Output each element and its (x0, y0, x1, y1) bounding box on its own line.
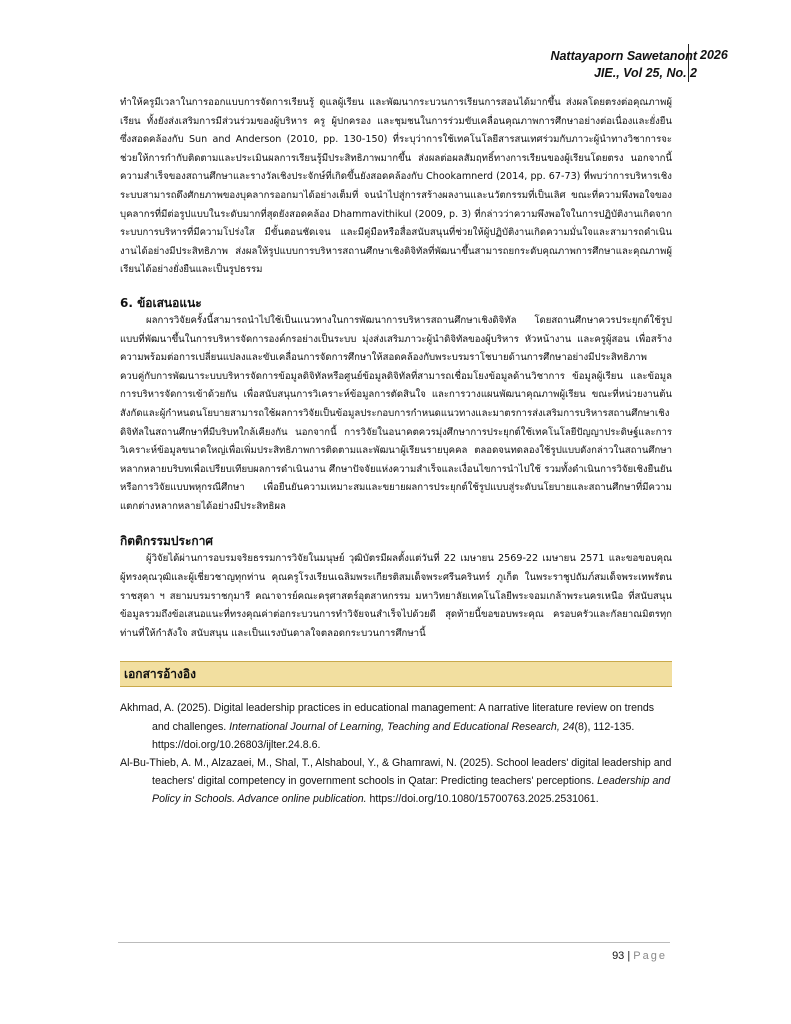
footer-divider (118, 942, 670, 943)
reference-item (120, 754, 672, 809)
reference-1-source: International Journal of Learning, Teaching and Educational Research, 24 (229, 720, 575, 733)
acknowledgment-body: ผู้วิจัยได้ผ่านการอบรมจริยธรรมการวิจัยในมนุษย์ วุฒิบัตรมีผลตั้งแต่วันที่ 22 เมษายน 2569-22 เมษายน 2571 และขอขอบคุณ ผู้ทรงคุณวุฒิและผู้เชี่ยวชาญทุกท่าน คุณครูโรงเรียนเฉลิมพระเกียรติสมเด็จพระศรีนครินทร์ ภูเก็ต ในพระราชูปถัมภ์สมเด็จพระเทพรัตนราชสุดา ฯ สยามบรมราชกุมารี คณาจารย์คณะครุศาสตร์อุตสาหกรรม มหาวิทยาลัยเทคโนโลยีพระจอมเกล้าพระนครเหนือ ที่สนับสนุนข้อมูลรวมถึงข้อเสนอแนะที่ทรงคุณค่าต่อกระบวนการทำวิจัยจนสำเร็จไปด้วยดี สุดท้ายนี้ขอขอบพระคุณ ครอบครัวและกัลยาณมิตรทุกท่านที่ให้กำลังใจ สนับสนุน และเป็นแรงบันดาลใจตลอดกระบวนการศึกษานี้ (120, 553, 672, 639)
page-footer (612, 950, 667, 962)
header-journal: JIE., Vol 25, No. 2 (593, 66, 697, 80)
page-body (120, 94, 672, 809)
footer-separator: | (627, 950, 631, 962)
reference-2-tail: https://doi.org/10.1080/15700763.2025.2531061. (366, 793, 599, 806)
reference-1-lead: Akhmad, A. (2025). Digital leadership practices in educational management: A narrative literature review on trends and challenges. (120, 702, 655, 733)
section6-body: ผลการวิจัยครั้งนี้สามารถนำไปใช้เป็นแนวทางในการพัฒนาการบริหารสถานศึกษาเชิงดิจิทัล โดยสถานศึกษาควรประยุกต์ใช้รูปแบบที่พัฒนาขึ้นในการบริหารจัดการองค์กรอย่างเป็นระบบ มุ่งส่งเสริมภาวะผู้นำดิจิทัลของผู้บริหาร หัวหน้างาน และครูผู้สอน เพื่อสร้างความพร้อมต่อการเปลี่ยนแปลงและขับเคลื่อนการจัดการศึกษาให้สอดคล้องกับพระบรมราโชบายด้านการศึกษาอย่างมีประสิทธิภาพ ควบคู่กับการพัฒนาระบบบริหารจัดการข้อมูลดิจิทัลหรือศูนย์ข้อมูลดิจิทัลที่สามารถเชื่อมโยงข้อมูลด้านวิชาการ ข้อมูลผู้เรียน และข้อมูลการบริหารจัดการเข้าด้วยกัน เพื่อสนับสนุนการวิเคราะห์ข้อมูลการตัดสินใจ และการวางแผนพัฒนาคุณภาพผู้เรียน ขณะที่หน่วยงานต้นสังกัดและผู้กำหนดนโยบายสามารถใช้ผลการวิจัยเป็นข้อมูลประกอบการกำหนดแนวทางและมาตรการส่งเสริมการบริหารสถานศึกษาเชิงดิจิทัลในสถานศึกษาที่มีบริบทใกล้เคียงกัน นอกจากนี้ การวิจัยในอนาคตควรมุ่งศึกษาการประยุกต์ใช้เทคโนโลยีปัญญาประดิษฐ์และการวิเคราะห์ข้อมูลขนาดใหญ่เพื่อเพิ่มประสิทธิภาพการติดตามและพัฒนาผู้เรียนรายบุคคล ตลอดจนทดลองใช้รูปแบบดังกล่าวในสถานศึกษาหลากหลายบริบทเพื่อเปรียบเทียบผลการดำเนินงาน ศึกษาปัจจัยแห่งความสำเร็จและเงื่อนไขการนำไปใช้ รวมทั้งดำเนินการวิจัยเชิงยืนยันหรือการวิจัยแบบพหุกรณีศึกษา เพื่อยืนยันความเหมาะสมและขยายผลการประยุกต์ใช้รูปแบบสู่ระดับนโยบายและสถานศึกษาที่มีความแตกต่างหลากหลายได้อย่างมีประสิทธิผล (120, 314, 672, 512)
references-heading-text: เอกสารอ้างอิง (124, 667, 196, 682)
page-word: Page (633, 950, 667, 962)
reference-2-source: Leadership and Policy in Schools. Advance online publication. (152, 775, 671, 806)
references-heading (120, 661, 672, 687)
reference-2-lead: Al-Bu-Thieb, A. M., Alzazaei, M., Shal, T., Alshaboul, Y., & Ghamrawi, N. (2025). School leaders' digital leadership and teachers' digital competency in government schools in Qatar: Predicting teachers' perceptions. (120, 757, 672, 788)
header-year: 2026 (700, 48, 728, 62)
reference-1-tail: (8), 112-135. https://doi.org/10.26803/ijlter.24.8.6. (152, 720, 635, 751)
section6-heading: 6. ข้อเสนอแนะ (120, 295, 202, 310)
running-header (550, 48, 697, 82)
reference-item (120, 699, 672, 754)
intro-paragraph: ทำให้ครูมีเวลาในการออกแบบการจัดการเรียนรู้ ดูแลผู้เรียน และพัฒนากระบวนการเรียนการสอนได้มากขึ้น ส่งผลโดยตรงต่อคุณภาพผู้เรียน ทั้งยังส่งเสริมการมีส่วนร่วมของผู้บริหาร ครู ผู้ปกครอง และชุมชนในการร่วมขับเคลื่อนคุณภาพการศึกษาอย่างต่อเนื่องและยั่งยืน ซึ่งสอดคล้องกับ Sun and Anderson (2010, pp. 130-150) ที่ระบุว่าการใช้เทคโนโลยีสารสนเทศร่วมกับภาวะผู้นำทางวิชาการจะช่วยให้การกำกับติดตามและประเมินผลการเรียนรู้มีประสิทธิภาพมากขึ้น ส่งผลต่อผลสัมฤทธิ์ทางการเรียนของผู้เรียนโดยตรง นอกจากนี้ความสำเร็จของสถานศึกษาและรางวัลเชิงประจักษ์ที่เกิดขึ้นยังสอดคล้องกับ Chookamnerd (2014, pp. 67-73) ที่พบว่าการบริหารเชิงระบบสามารถดึงศักยภาพของบุคลากรออกมาได้อย่างเต็มที่ จนนำไปสู่การสร้างผลงานและนวัตกรรมที่เป็นเลิศ ขณะที่ความพึงพอใจของบุคลากรที่มีต่อรูปแบบในระดับมากที่สุดยังสอดคล้อง Dhammavithikul (2009, p. 3) ที่กล่าวว่าความพึงพอใจในการปฏิบัติงานเกิดจากระบบการบริหารที่มีความโปร่งใส มีขั้นตอนชัดเจน และมีคู่มือหรือสื่อสนับสนุนที่ช่วยให้ผู้ปฏิบัติงานเกิดความมั่นใจและสามารถดำเนินงานได้อย่างมีประสิทธิภาพ ส่งผลให้รูปแบบการบริหารสถานศึกษาเชิงดิจิทัลที่พัฒนาขึ้นสามารถยกระดับคุณภาพการศึกษาและคุณภาพผู้เรียนได้อย่างยั่งยืนและเป็นรูปธรรม (120, 97, 672, 276)
page-number: 93 (612, 950, 625, 962)
reference-list (120, 699, 672, 808)
header-author: Nattayaporn Sawetanont (550, 49, 697, 63)
acknowledgment-heading: กิตติกรรมประกาศ (120, 534, 214, 549)
